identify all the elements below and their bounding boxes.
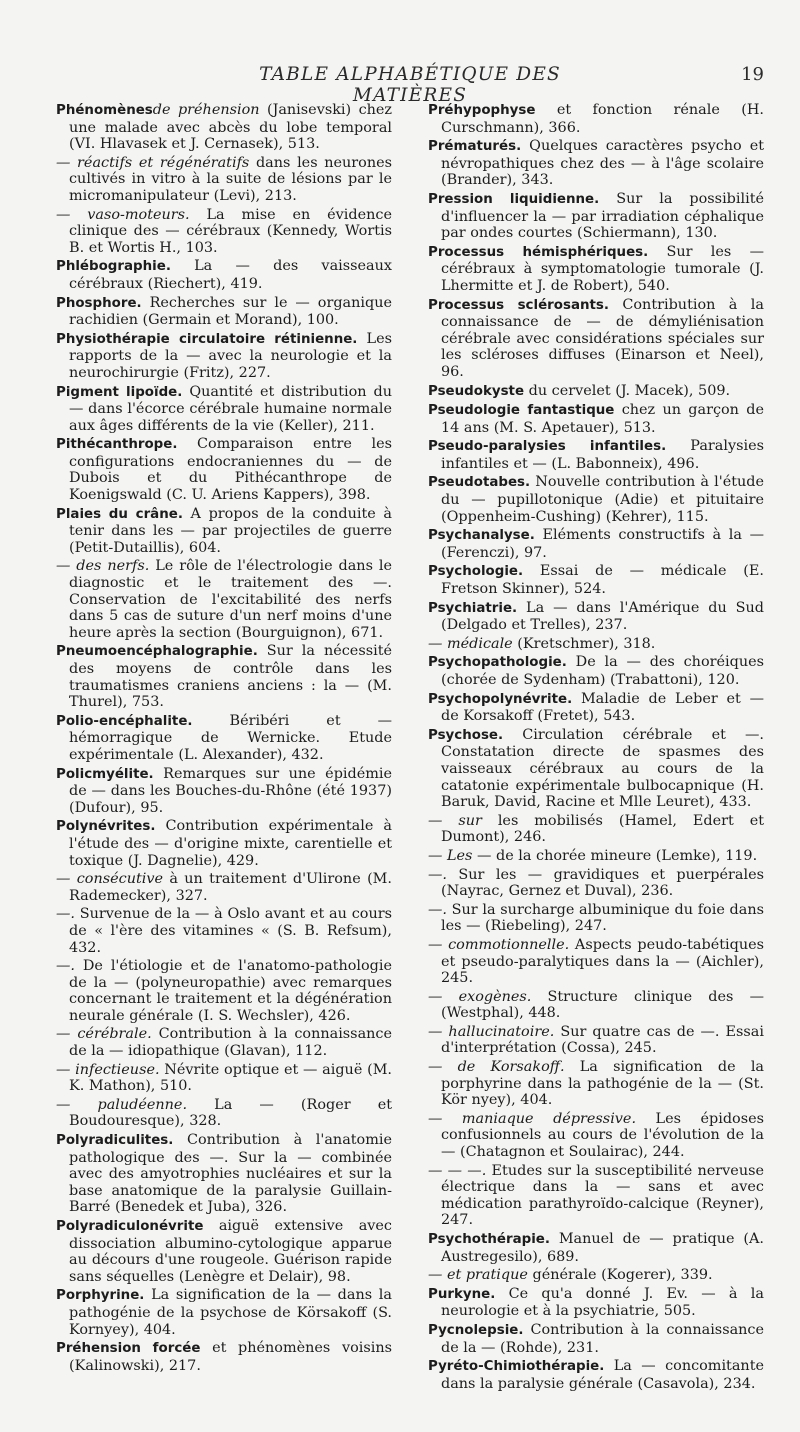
entry-text: Nouvelle contribution à l'étude du — pupillotonique (Adie) et pituitaire (Oppenheim-Cushing) (Kehrer), 115. [441, 474, 764, 525]
index-entry [56, 436, 392, 503]
index-entry [56, 258, 392, 292]
entry-text: Sur la surcharge albuminique du foie dans les — (Riebeling), 247. [441, 901, 764, 935]
index-entry [56, 1097, 392, 1130]
entry-heading: Pression liquidienne. [428, 191, 600, 207]
index-entry [428, 474, 764, 525]
index-entry [56, 207, 392, 257]
entry-heading: Policmyélite. [56, 766, 154, 782]
entry-text: La signification de la — dans la pathogénie de la psychose de Körsakoff (S. Kornyey), 404. [69, 1287, 392, 1338]
index-entry [56, 1218, 392, 1285]
entry-subterm: —. [56, 906, 75, 923]
entry-text: Eléments constructifs à la — (Ferenczi), 97. [441, 527, 764, 561]
entry-subterm: — vaso-moteurs. [56, 206, 190, 223]
index-entry [428, 402, 764, 436]
index-entry [56, 958, 392, 1024]
index-entry [428, 102, 764, 136]
entry-subterm: — paludéenne. [56, 1096, 188, 1113]
entry-text: Béribéri et — hémorragique de Wernicke. Etude expérimentale (L. Alexander), 432. [69, 712, 392, 763]
entry-subterm: —. [428, 901, 447, 918]
right-column [428, 102, 764, 1394]
page-number: 19 [741, 64, 764, 85]
entry-text: Contribution à la connaissance de la — (Rohde), 231. [441, 1321, 764, 1356]
entry-text: Essai de — médicale (E. Fretson Skinner), 524. [441, 563, 764, 598]
entry-subterm: — maniaque dépressive. [428, 1110, 637, 1127]
index-entry [428, 527, 764, 561]
entry-text: Paralysies infantiles et — (L. Babonneix), 496. [441, 438, 764, 472]
entry-heading: Polyradiculonévrite [56, 1219, 204, 1234]
index-entry [56, 1026, 392, 1059]
index-entry [56, 558, 392, 641]
entry-heading: Plaies du crâne. [56, 506, 183, 522]
entry-text: Etudes sur la susceptibilité nerveuse électrique dans la — sans et avec médication parathyroïdo-calcique (Reyner), 247. [441, 1162, 764, 1229]
index-entry [428, 636, 764, 653]
index-entry [428, 1286, 764, 1320]
index-entry [56, 643, 392, 710]
entry-text: La — concomitante dans la paralysie générale (Casavola), 234. [441, 1358, 764, 1392]
entry-text: dans les neurones cultivés in vitro à la suite de lésions par le micromanipulateur (Levi), 213. [69, 154, 393, 204]
entry-text: Ce qu'a donné J. Ev. — à la neurologie et à la psychiatrie, 505. [441, 1285, 764, 1320]
entry-subterm: — exogènes. [428, 988, 532, 1005]
entry-heading: Psychologie. [428, 564, 524, 580]
entry-heading: Pyréto-Chimiothérapie. [428, 1359, 605, 1375]
index-entry [428, 937, 764, 987]
index-entry [56, 102, 392, 153]
entry-heading: Polio-encéphalite. [56, 713, 193, 729]
index-entry [428, 654, 764, 688]
index-entry [428, 848, 764, 865]
entry-heading: Psychothérapie. [428, 1232, 550, 1247]
entry-subterm: — infectieuse. [56, 1061, 160, 1078]
entry-text: Recherches sur le — organique rachidien (Germain et Morand), 100. [69, 294, 392, 329]
entry-heading: Processus sclérosants. [428, 297, 609, 313]
index-entry [428, 563, 764, 597]
index-entry [428, 600, 764, 634]
index-entry [56, 1340, 392, 1374]
entry-subterm: — réactifs et régénératifs [56, 154, 250, 171]
index-entry [428, 1059, 764, 1109]
entry-heading: Psychose. [428, 727, 504, 743]
entry-heading: Polynévrites. [56, 819, 156, 835]
entry-text: Manuel de — pratique (A. Austregesilo), 689. [441, 1231, 764, 1265]
entry-text: et phénomènes voisins (Kalinowski), 217. [69, 1340, 392, 1374]
entry-heading: Psychopathologie. [428, 655, 567, 671]
entry-text: du cervelet (J. Macek), 509. [524, 382, 731, 399]
entry-subterm: —. [56, 958, 75, 975]
entry-heading: Purkyne. [428, 1286, 496, 1302]
entry-heading: Préhension forcée [56, 1341, 201, 1357]
entry-text: Circulation cérébrale et —. Constatation directe de spasmes des vaisseaux cérébraux au cours de la catatonie expérimentale bulbocapnique (H. Baruk, David, Racine et Mlle Leuret), 433. [441, 726, 764, 811]
index-entry [428, 902, 764, 935]
index-entry [56, 155, 392, 205]
entry-text: Névrite optique et — aiguë (M. K. Mathon), 510. [69, 1061, 392, 1095]
entry-heading: Pycnolepsie. [428, 1322, 524, 1338]
entry-heading: Polyradiculites. [56, 1133, 174, 1149]
index-entry [56, 506, 392, 557]
entry-subterm: — Les [428, 847, 473, 864]
entry-subterm: — — —. [428, 1162, 487, 1179]
entry-text: — de la chorée mineure (Lemke), 119. [472, 847, 758, 864]
index-entry [56, 1132, 392, 1216]
entry-heading: Porphyrine. [56, 1288, 145, 1304]
index-entry [428, 813, 764, 846]
entry-heading: Phosphore. [56, 295, 142, 311]
entry-text: Sur quatre cas de —. Essai d'interprétation (Cossa), 245. [441, 1023, 764, 1057]
index-entry [428, 1024, 764, 1057]
entry-text: Contribution à la connaissance de la — idiopathique (Glavan), 112. [69, 1026, 392, 1060]
index-entry [428, 867, 764, 900]
entry-heading: Pithécanthrope. [56, 437, 178, 453]
index-entry [56, 1287, 392, 1338]
entry-heading: Psychanalyse. [428, 528, 535, 544]
entry-text: Survenue de la — à Oslo avant et au cours de « l'ère des vitamines « (S. B. Refsum), 432. [69, 906, 392, 956]
entry-heading: Psychiatrie. [428, 600, 518, 616]
entry-text: De l'étiologie et de l'anatomo-pathologie de la — (polyneuropathie) avec remarques concernant le traitement et la dégénération neurale générale (I. S. Wechsler), 426. [69, 958, 392, 1024]
index-entry [428, 1322, 764, 1356]
index-entry [56, 713, 392, 764]
running-title: TABLE ALPHABÉTIQUE DES MATIÈRES [259, 64, 561, 106]
entry-text: Quelques caractères psycho et névropathiques chez des — à l'âge scolaire (Brander), 343. [441, 138, 764, 189]
index-entry [56, 871, 392, 904]
index-entry [428, 1231, 764, 1265]
index-entry [428, 989, 764, 1022]
entry-heading: Pseudologie fantastique [428, 403, 615, 419]
entry-subterm: — commotionnelle. [428, 936, 570, 953]
entry-text: Contribution expérimentale à l'étude des — d'origine mixte, carentielle et toxique (J. Dagnelie), 429. [69, 818, 392, 869]
index-entry [56, 818, 392, 869]
index-entry [428, 383, 764, 401]
entry-text: Comparaison entre les configurations endocraniennes du — de Dubois et du Pithécanthrope de Koenigswald (C. U. Ariens Kappers), 398. [69, 436, 392, 504]
entry-text: Contribution à l'anatomie pathologique des —. Sur la — combinée avec des amyotrophies nucléaires et sur la base anatomique de la paralysie Guillain-Barré (Benedek et Juba), 326. [69, 1132, 392, 1216]
index-entry [56, 384, 392, 435]
entry-subterm: — et pratique [428, 1267, 528, 1284]
entry-heading: Prématurés. [428, 139, 522, 155]
index-entry [56, 766, 392, 817]
index-entry [428, 297, 764, 381]
entry-text: Maladie de Leber et — de Korsakoff (Fretet), 543. [441, 690, 764, 725]
entry-subterm: de préhension [152, 102, 260, 118]
entry-text: De la — des choréiques (chorée de Sydenham) (Trabattoni), 120. [441, 654, 764, 688]
index-entry [56, 295, 392, 329]
entry-text: Les rapports de la — avec la neurologie et la neurochirurgie (Fritz), 227. [69, 330, 392, 381]
entry-heading: Pneumoencéphalographie. [56, 644, 258, 660]
index-entry [428, 1358, 764, 1392]
entry-text: et fonction rénale (H. Curschmann), 366. [441, 102, 764, 136]
entry-subterm: — des nerfs. [56, 558, 150, 575]
entry-text: Les épidoses confusionnels au cours de l'évolution de la — (Chatagnon et Soulairac), 244. [441, 1110, 764, 1161]
index-entry [428, 191, 764, 242]
index-entry [428, 1111, 764, 1161]
entry-subterm: — sur [428, 812, 482, 829]
entry-text: Aspects peudo-tabétiques et pseudo-paralytiques dans la — (Aichler), 245. [441, 936, 764, 987]
entry-heading: Pseudotabes. [428, 475, 531, 491]
entry-heading: Préhypophyse [428, 103, 536, 118]
entry-text: La signification de la porphyrine dans la pathogénie de la — (St. Kör nyey), 404. [441, 1059, 764, 1109]
entry-text: La — des vaisseaux cérébraux (Riechert), 419. [69, 258, 392, 292]
entry-heading: Pigment lipoïde. [56, 384, 183, 400]
index-entry [428, 244, 764, 295]
index-entry [56, 906, 392, 956]
entry-text: La — dans l'Amérique du Sud (Delgado et Trelles), 237. [441, 599, 764, 634]
entry-heading: Phlébographie. [56, 259, 171, 275]
entry-text: à un traitement d'Ulirone (M. Rademecker), 327. [69, 871, 392, 904]
index-entry [428, 727, 764, 811]
entry-heading: Pseudo-paralysies infantiles. [428, 439, 667, 455]
entry-heading: Processus hémisphériques. [428, 244, 649, 260]
index-entry [428, 1267, 764, 1284]
index-entry [56, 331, 392, 382]
entry-text: Sur la nécessité des moyens de contrôle dans les traumatismes craniens anciens : la — (M. Thurel), 753. [69, 643, 392, 711]
entry-text: A propos de la conduite à tenir dans les — par projectiles de guerre (Petit-Dutaillis), 604. [69, 505, 392, 556]
entry-text: Sur les — gravidiques et puerpérales (Nayrac, Gernez et Duval), 236. [441, 866, 764, 900]
index-entry [428, 138, 764, 189]
entry-text: (Janisevski) chez une malade avec abcès du lobe temporal (VI. Hlavasek et J. Cernasek), 513. [69, 102, 392, 153]
entry-subterm: —. [428, 866, 447, 883]
entry-subterm: — cérébrale. [56, 1026, 152, 1043]
entry-text: Sur les — cérébraux à symptomatologie tumorale (J. Lhermitte et J. de Robert), 540. [441, 243, 764, 294]
entry-heading: Phénomènes [56, 103, 153, 118]
entry-text: chez un garçon de 14 ans (M. S. Apetauer), 513. [441, 402, 764, 436]
entry-text: La mise en évidence clinique des — cérébraux (Kennedy, Wortis B. et Wortis H., 103. [69, 206, 392, 256]
entry-subterm: — hallucinatoire. [428, 1023, 555, 1040]
left-column [56, 102, 392, 1376]
entry-subterm: — consécutive [56, 871, 163, 888]
entry-subterm: — de Korsakoff. [428, 1059, 565, 1076]
entry-text: générale (Kogerer), 339. [527, 1267, 713, 1284]
entry-text: Quantité et distribution du — dans l'écorce cérébrale humaine normale aux âges différents de la vie (Keller), 211. [69, 383, 392, 434]
entry-heading: Psychopolynévrite. [428, 691, 573, 707]
entry-text: Sur la possibilité d'influencer la — par irradiation céphalique par ondes courtes (Schiermann), 130. [441, 190, 764, 242]
entry-text: Remarques sur une épidémie de — dans les Bouches-du-Rhône (été 1937) (Dufour), 95. [69, 765, 392, 816]
entry-heading: Pseudokyste [428, 383, 525, 399]
entry-text: Le rôle de l'électrologie dans le diagnostic et le traitement des —. Conservation de l'excitabilité des nerfs dans 5 cas de suture d'un nerf moins d'une heure après la section (Bourguignon), 671. [69, 558, 392, 641]
entry-text: La — (Roger et Boudouresque), 328. [69, 1096, 392, 1130]
entry-text: (Kretschmer), 318. [512, 635, 656, 652]
entry-subterm: — médicale [428, 635, 513, 652]
entry-text: aiguë extensive avec dissociation albumino-cytologique apparue au décours d'une rougeole. Guérison rapide sans séquelles (Lenègre et Delair), 98. [69, 1218, 392, 1285]
index-entry [428, 1163, 764, 1229]
index-entry [428, 438, 764, 472]
entry-heading: Physiothérapie circulatoire rétinienne. [56, 331, 358, 347]
entry-text: les mobilisés (Hamel, Edert et Dumont), 246. [441, 812, 764, 846]
index-entry [428, 691, 764, 725]
index-entry [56, 1062, 392, 1095]
entry-text: Contribution à la connaissance de — de démyliénisation cérébrale avec considérations spéciales sur les scléroses diffuses (Einarson et Neel), 96. [441, 296, 764, 380]
entry-text: Structure clinique des — (Westphal), 448. [441, 988, 764, 1022]
